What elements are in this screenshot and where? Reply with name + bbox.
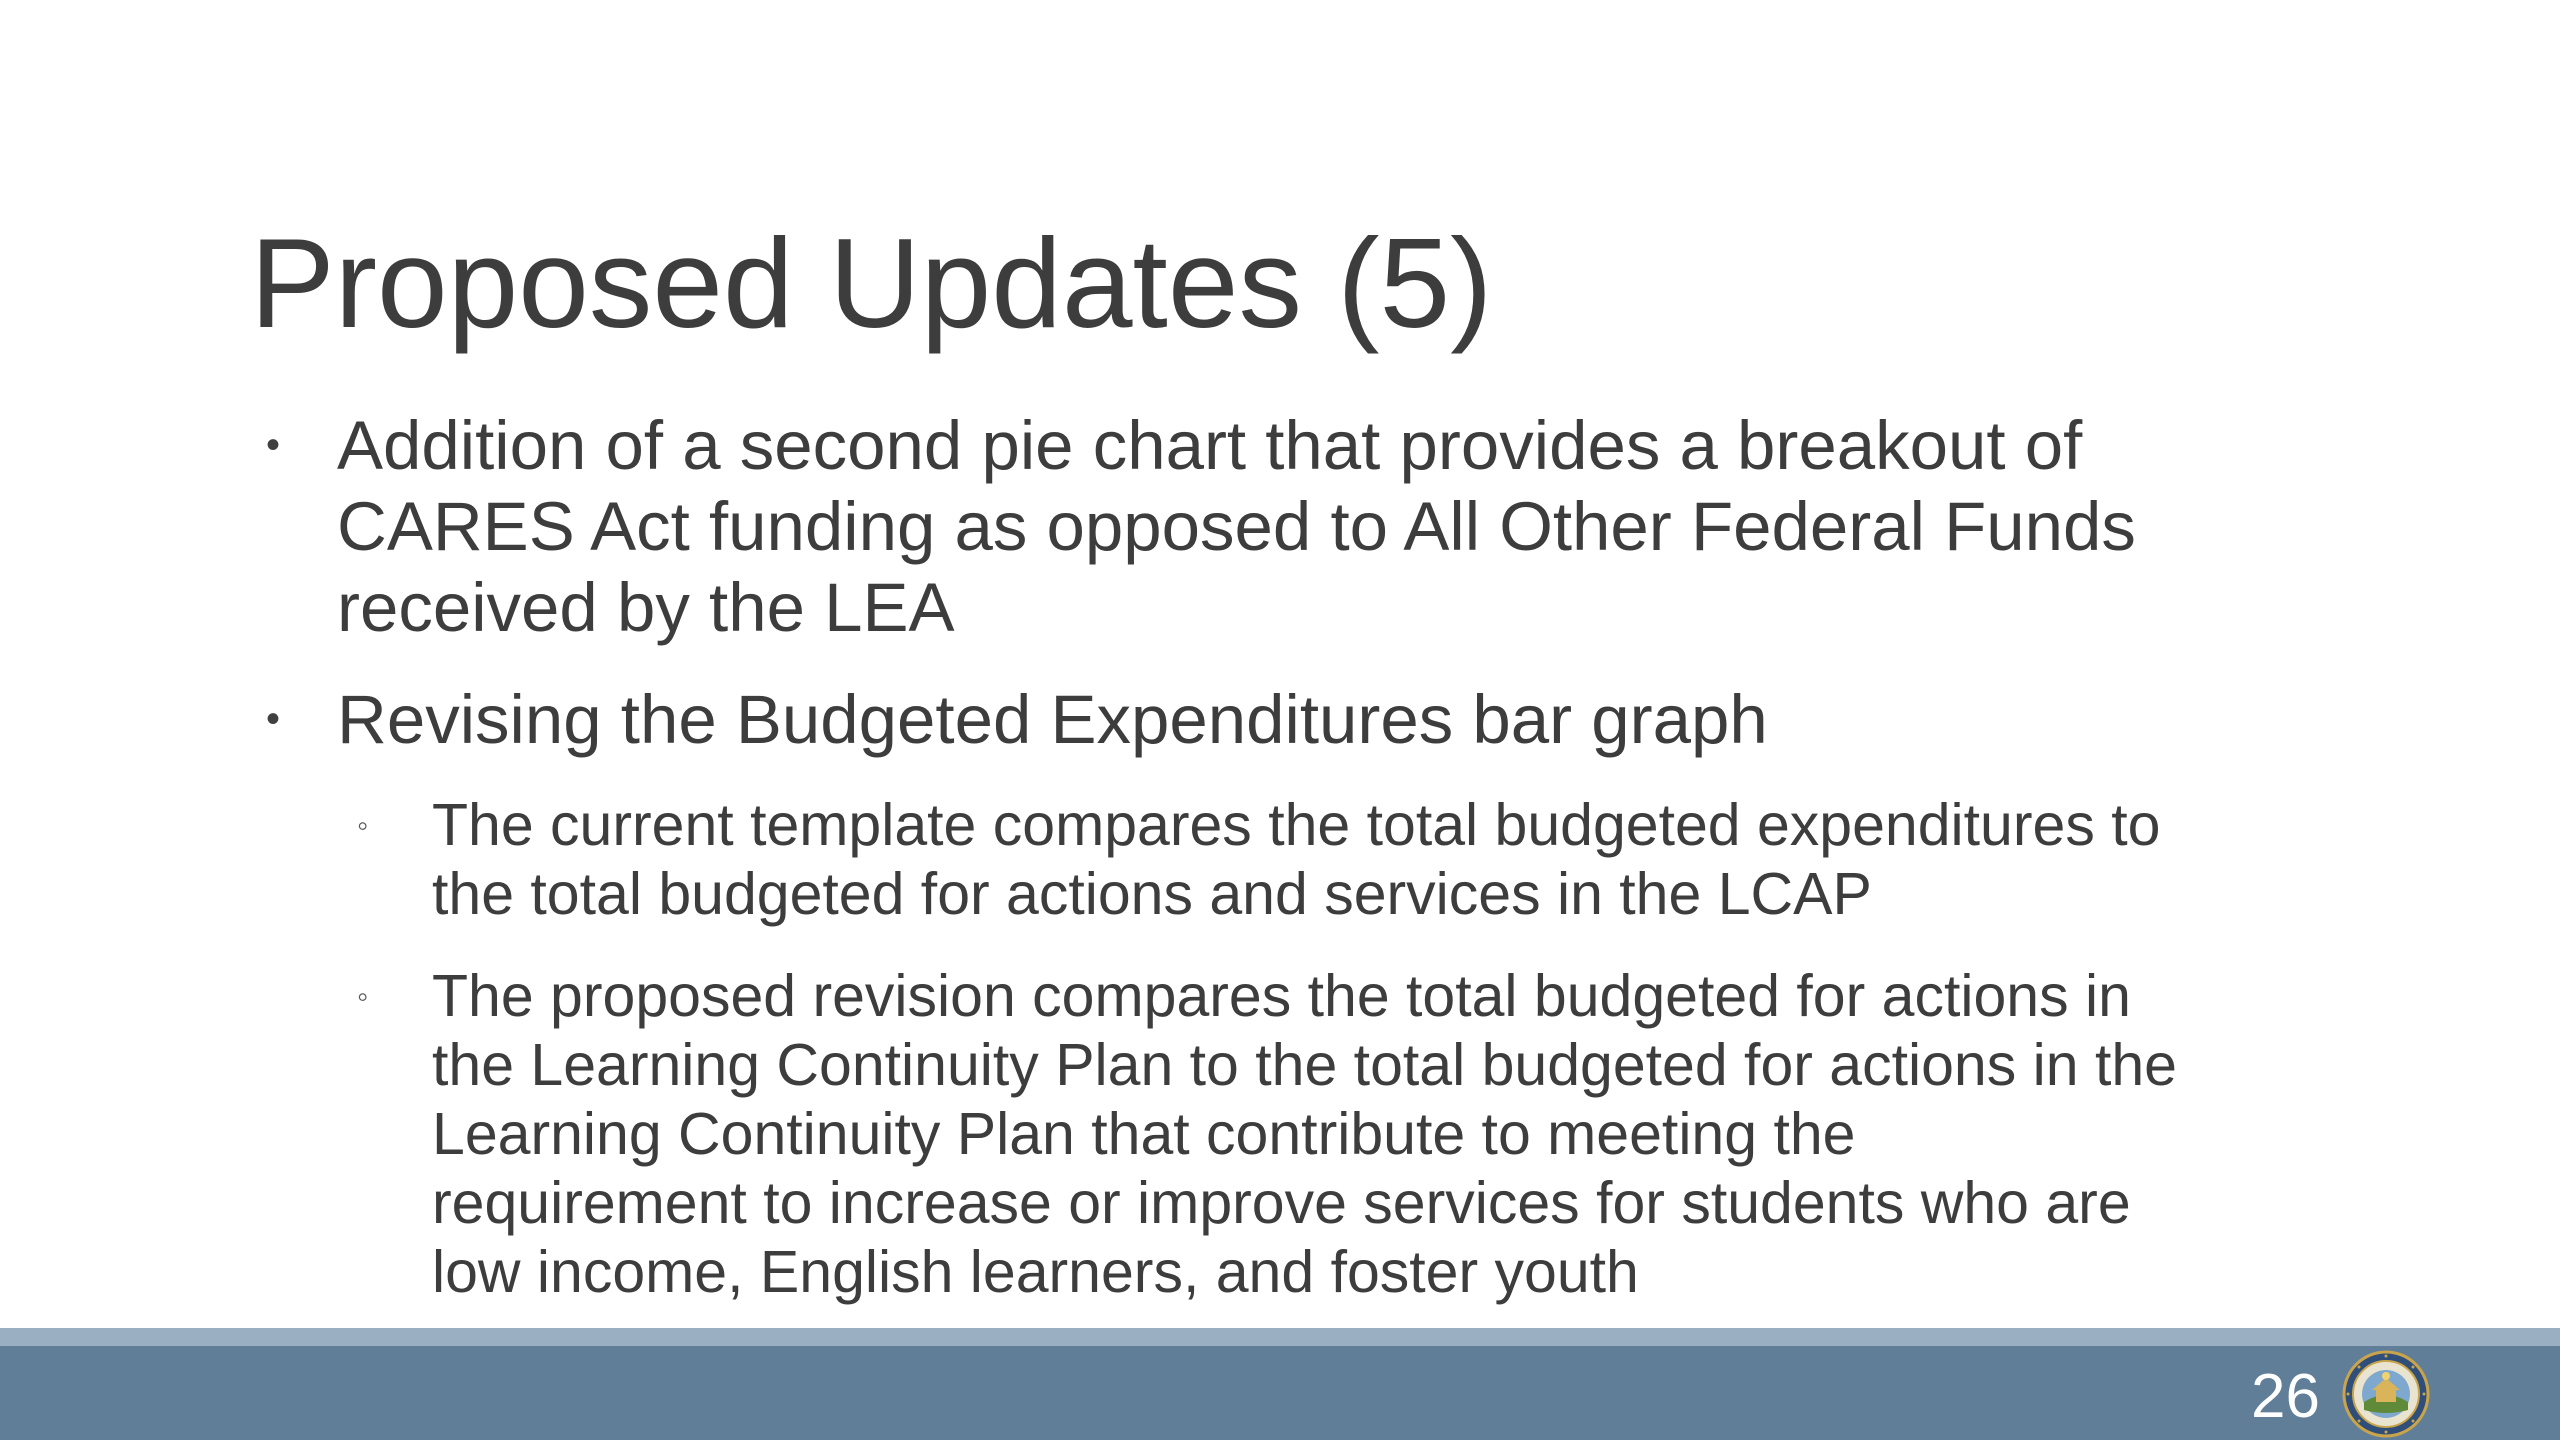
bullet-item bbox=[266, 405, 2357, 648]
sub-bullet-marker: ◦ bbox=[357, 978, 369, 1014]
sub-bullet-line: requirement to increase or improve services for students who are bbox=[432, 1170, 2131, 1236]
slide-title: Proposed Updates (5) bbox=[250, 212, 1493, 354]
page-number: 26 bbox=[2251, 1362, 2320, 1431]
sub-bullet-line: the Learning Continuity Plan to the total budgeted for actions in the bbox=[432, 1032, 2177, 1098]
sub-bullet-item bbox=[357, 962, 2362, 1307]
sub-bullet-item bbox=[357, 791, 2362, 929]
sub-bullet-line: low income, English learners, and foster youth bbox=[432, 1239, 1639, 1305]
bullet-line: CARES Act funding as opposed to All Other Federal Funds bbox=[337, 488, 2136, 565]
footer-bar bbox=[0, 1346, 2560, 1440]
bullet-line: Revising the Budgeted Expenditures bar graph bbox=[337, 681, 1768, 758]
bullet-item bbox=[266, 679, 2357, 760]
department-seal-icon bbox=[2342, 1350, 2430, 1438]
bullet-line: received by the LEA bbox=[337, 569, 955, 646]
bullet-line: Addition of a second pie chart that provides a breakout of bbox=[337, 407, 2083, 484]
bullet-marker: • bbox=[266, 697, 281, 741]
footer-accent-strip bbox=[0, 1328, 2560, 1346]
sub-bullet-line: The proposed revision compares the total budgeted for actions in bbox=[432, 963, 2131, 1029]
bullet-marker: • bbox=[266, 423, 281, 467]
sub-bullet-marker: ◦ bbox=[357, 807, 369, 843]
sub-bullet-line: The current template compares the total budgeted expenditures to bbox=[432, 792, 2161, 858]
sub-bullet-line: Learning Continuity Plan that contribute to meeting the bbox=[432, 1101, 1856, 1167]
sub-bullet-line: the total budgeted for actions and services in the LCAP bbox=[432, 861, 1872, 927]
